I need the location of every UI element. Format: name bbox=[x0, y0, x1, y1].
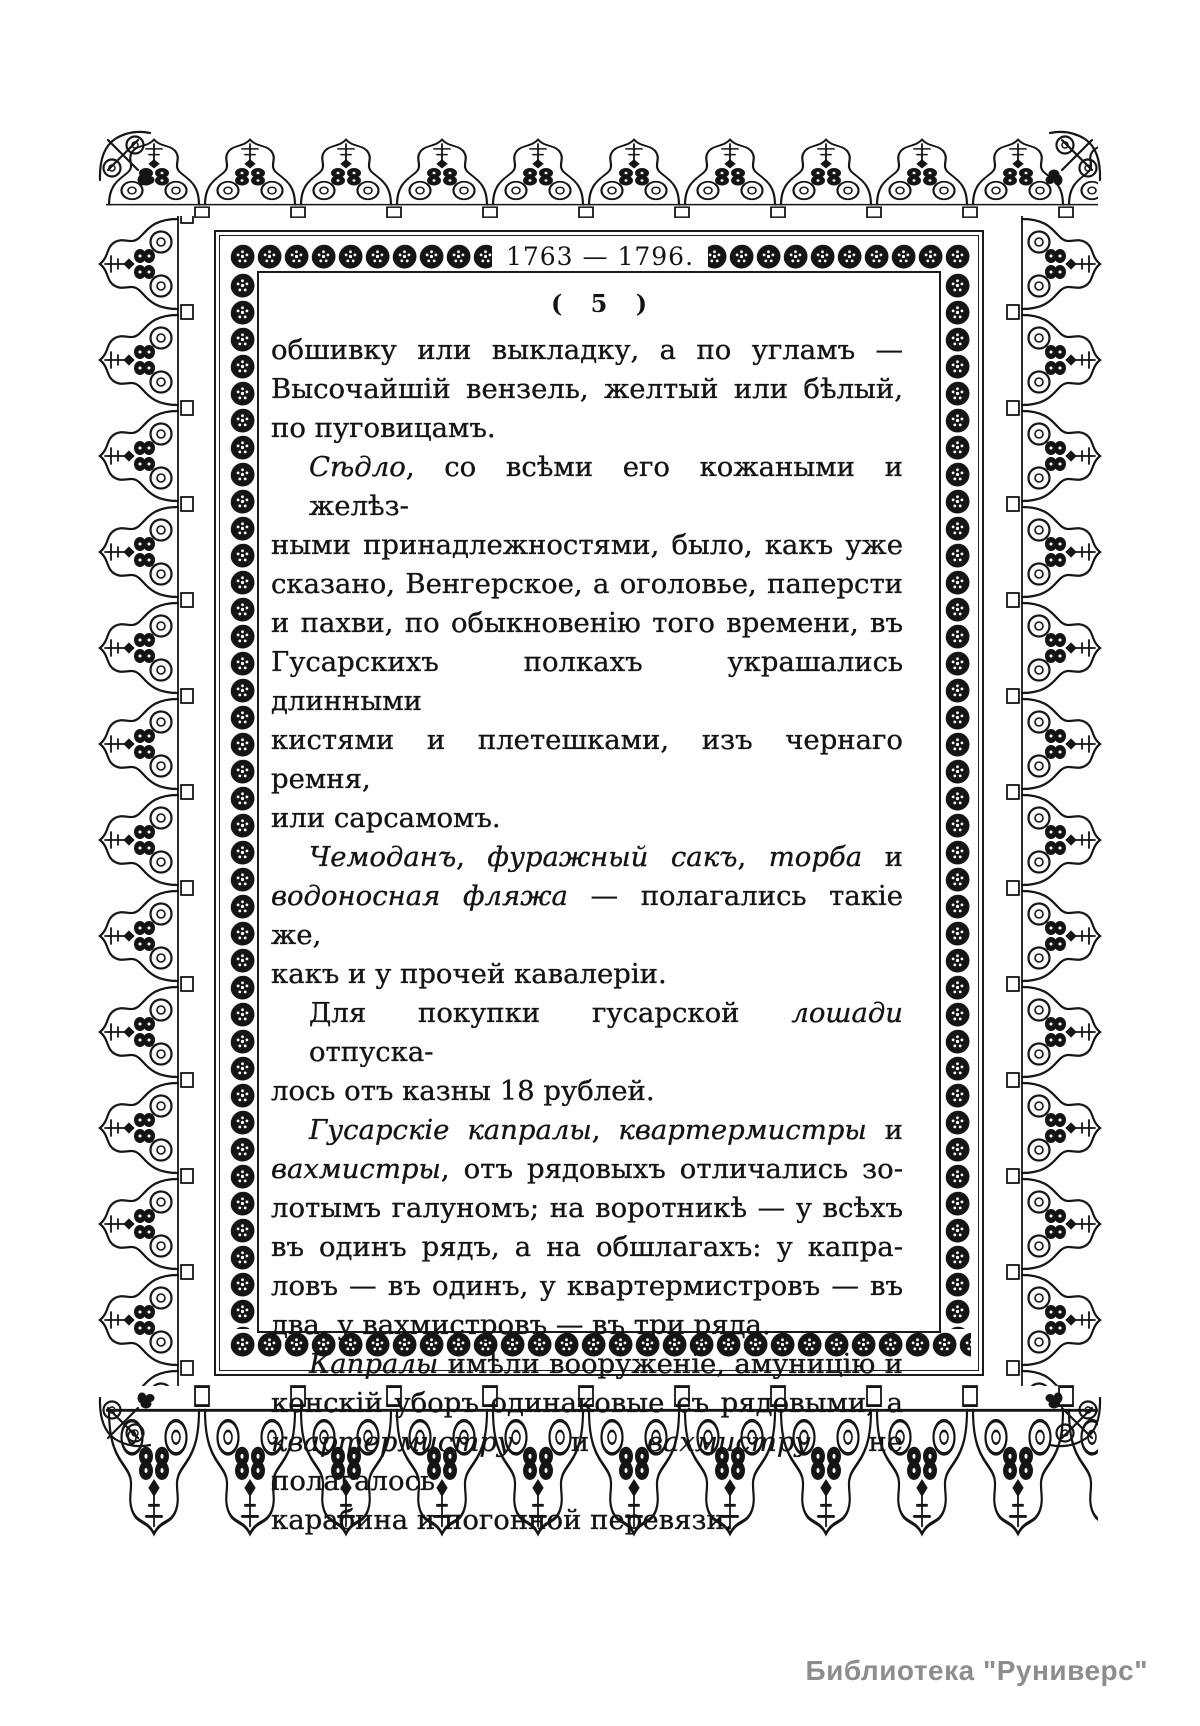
text-line: Для покупки гусарской лошади отпуска- bbox=[309, 997, 903, 1068]
text-line: два, у вахмистровъ — въ три ряда. bbox=[271, 1309, 771, 1341]
text-line: въ одинъ рядъ, а на обшлагахъ: у капра- bbox=[271, 1231, 903, 1263]
text-line: лось отъ казны 18 рублей. bbox=[271, 1075, 655, 1107]
rosette-chain-right-of-years bbox=[708, 243, 971, 270]
corner-ornament-top-left bbox=[96, 128, 154, 186]
page-number: ( 5 ) bbox=[550, 289, 648, 318]
rosette-band-top bbox=[229, 243, 971, 270]
text-block bbox=[271, 331, 903, 1540]
text-line: сказано, Венгерское, а оголовье, паперсти bbox=[271, 568, 903, 600]
corner-ornament-top-right bbox=[1046, 128, 1104, 186]
text-line: карабина и погонной перевязи. bbox=[271, 1504, 734, 1536]
text-line: по пуговицамъ. bbox=[271, 412, 496, 444]
outer-border-band-right bbox=[1006, 216, 1102, 1386]
library-watermark: Библиотека "Руниверс" bbox=[805, 1655, 1148, 1686]
text-line: ловъ — въ одинъ, у квартермистровъ — въ bbox=[271, 1270, 903, 1302]
text-line: Высочайшій вензель, желтый или бѣлый, bbox=[271, 373, 903, 405]
text-line: Чемоданъ, фуражный сакъ, торба и bbox=[309, 841, 903, 873]
outer-border-band-top bbox=[106, 138, 1098, 218]
rosette-band-left bbox=[229, 272, 256, 1329]
text-line: водоносная фляжа — полагались такіе же, bbox=[271, 880, 903, 951]
text-line: Сѣдло, со всѣми его кожаными и желѣз- bbox=[309, 451, 903, 522]
text-line: обшивку или выкладку, а по угламъ — bbox=[271, 334, 903, 366]
corner-ornament-bottom-left bbox=[96, 1392, 154, 1450]
text-line: или сарсамомъ. bbox=[271, 802, 501, 834]
text-line: и пахви, по обыкновенію того времени, въ bbox=[271, 607, 903, 639]
text-frame bbox=[257, 271, 941, 1536]
text-line: вахмистры, отъ рядовыхъ отличались зо- bbox=[271, 1153, 903, 1185]
text-line: какъ и у прочей кавалеріи. bbox=[271, 958, 667, 990]
text-line: конскій уборъ одинаковые съ рядовыми, а bbox=[271, 1387, 903, 1419]
text-line: Гусарскихъ полкахъ украшались длинными bbox=[271, 646, 903, 717]
text-line: Капралы имѣли вооруженіе, амуницію и bbox=[309, 1348, 903, 1380]
header-years-label: 1763 — 1796. bbox=[505, 243, 695, 270]
rosette-chain-left-of-years bbox=[229, 243, 492, 270]
rosette-band-right bbox=[944, 272, 971, 1329]
text-line: Гусарскіе капралы, квартермистры и bbox=[309, 1114, 903, 1146]
text-line: лотымъ галуномъ; на воротникѣ — у всѣхъ bbox=[271, 1192, 903, 1224]
text-line: кистями и плетешками, изъ чернаго ремня, bbox=[271, 724, 903, 795]
corner-ornament-bottom-right bbox=[1046, 1392, 1104, 1450]
text-line: квартермистру и вахмистру не полагалось bbox=[271, 1426, 903, 1497]
text-line: ными принадлежностями, было, какъ уже bbox=[271, 529, 903, 561]
outer-border-band-left bbox=[98, 216, 194, 1386]
